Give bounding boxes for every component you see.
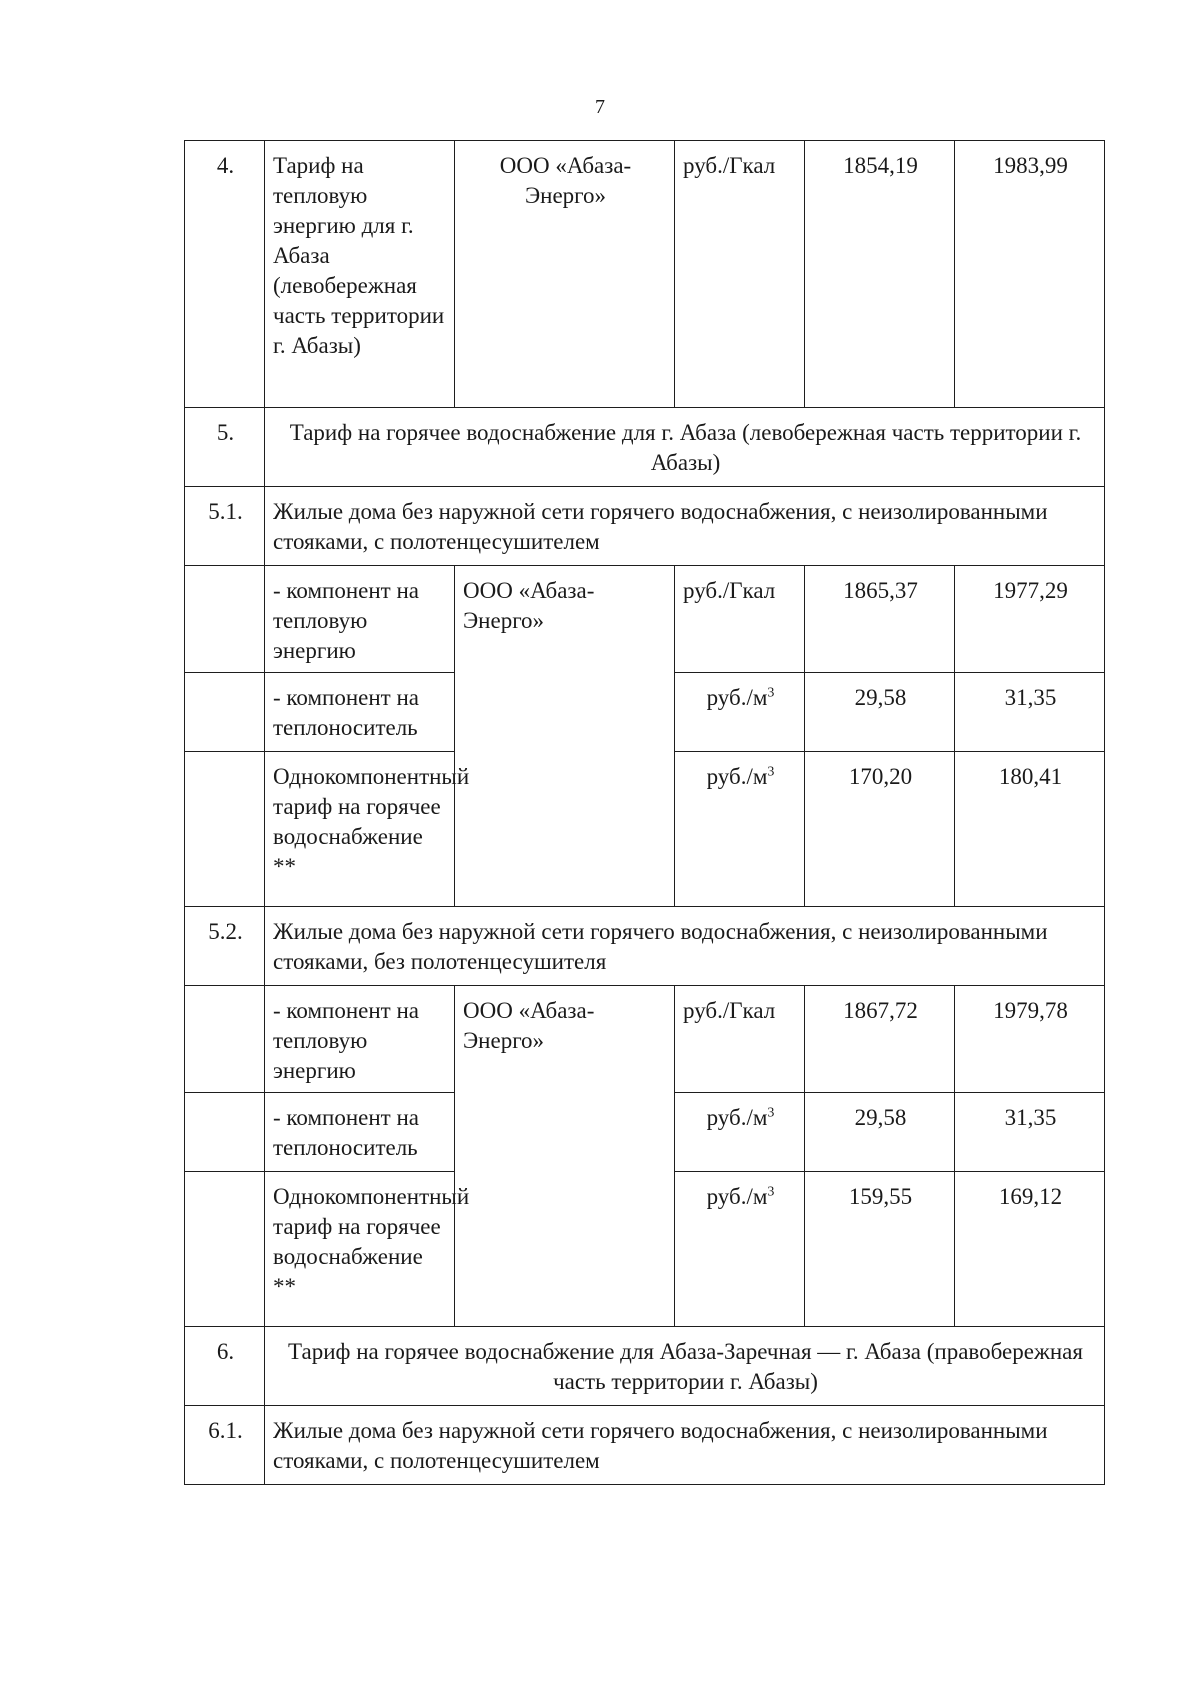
value-cell-1: 170,20 [805,752,955,907]
component-name-cell: Однокомпонентный тариф на горячее водоснабжение ** [265,752,455,907]
value-cell-2: 180,41 [955,752,1105,907]
organization-cell: ООО «Абаза-Энерго» [455,566,675,907]
value-cell-1: 1854,19 [805,141,955,408]
component-name-cell: Однокомпонентный тариф на горячее водоснабжение ** [265,1172,455,1327]
value-cell-2: 1983,99 [955,141,1105,408]
tariff-table [184,140,1105,1485]
tariff-name-cell: Тариф на тепловую энергию для г. Абаза (левобережная часть территории г. Абазы) [265,141,455,408]
table-row-5-1 [185,487,1105,566]
row-number: 6. [185,1327,265,1406]
table-row-5-2 [185,907,1105,986]
empty-cell [185,566,265,673]
value-cell-2: 31,35 [955,1093,1105,1172]
table-row-4 [185,141,1105,408]
subsection-title: Жилые дома без наружной сети горячего водоснабжения, с неизолированными стояками, с полотенцесушителем [265,1406,1105,1485]
unit-cell: руб./Гкал [675,141,805,408]
component-name-cell: - компонент на тепловую энергию [265,566,455,673]
row-number: 4. [185,141,265,408]
page-number: 7 [595,96,605,118]
unit-cell [675,1093,805,1172]
table-row [185,566,1105,673]
table-row-5 [185,408,1105,487]
empty-cell [185,673,265,752]
row-number: 5.2. [185,907,265,986]
value-cell-1: 1865,37 [805,566,955,673]
unit-exponent: 3 [767,764,775,780]
unit-cell: руб./Гкал [675,986,805,1093]
organization-cell: ООО «Абаза-Энерго» [455,141,675,408]
empty-cell [185,1172,265,1327]
unit-text: руб./м [706,1105,768,1130]
component-name-cell: - компонент на теплоноситель [265,1093,455,1172]
unit-exponent: 3 [767,1105,775,1121]
unit-exponent: 3 [767,685,775,701]
value-cell-1: 159,55 [805,1172,955,1327]
empty-cell [185,986,265,1093]
value-cell-1: 29,58 [805,1093,955,1172]
row-number: 5.1. [185,487,265,566]
unit-text: руб./м [706,685,768,710]
row-number: 6.1. [185,1406,265,1485]
value-cell-2: 1977,29 [955,566,1105,673]
row-number: 5. [185,408,265,487]
unit-cell [675,673,805,752]
empty-cell [185,752,265,907]
section-title: Тариф на горячее водоснабжение для г. Абаза (левобережная часть территории г. Абазы) [265,408,1105,487]
subsection-title: Жилые дома без наружной сети горячего водоснабжения, с неизолированными стояками, с полотенцесушителем [265,487,1105,566]
unit-cell [675,752,805,907]
empty-cell [185,1093,265,1172]
value-cell-2: 31,35 [955,673,1105,752]
value-cell-1: 29,58 [805,673,955,752]
unit-cell: руб./Гкал [675,566,805,673]
value-cell-2: 169,12 [955,1172,1105,1327]
value-cell-1: 1867,72 [805,986,955,1093]
section-title: Тариф на горячее водоснабжение для Абаза-Заречная — г. Абаза (правобережная часть территории г. Абазы) [265,1327,1105,1406]
unit-cell [675,1172,805,1327]
unit-text: руб./м [706,1184,768,1209]
component-name-cell: - компонент на тепловую энергию [265,986,455,1093]
table-row [185,986,1105,1093]
unit-exponent: 3 [767,1184,775,1200]
value-cell-2: 1979,78 [955,986,1105,1093]
subsection-title: Жилые дома без наружной сети горячего водоснабжения, с неизолированными стояками, без полотенцесушителя [265,907,1105,986]
table-row-6 [185,1327,1105,1406]
table-row-6-1 [185,1406,1105,1485]
component-name-cell: - компонент на теплоноситель [265,673,455,752]
organization-cell: ООО «Абаза-Энерго» [455,986,675,1327]
unit-text: руб./м [706,764,768,789]
